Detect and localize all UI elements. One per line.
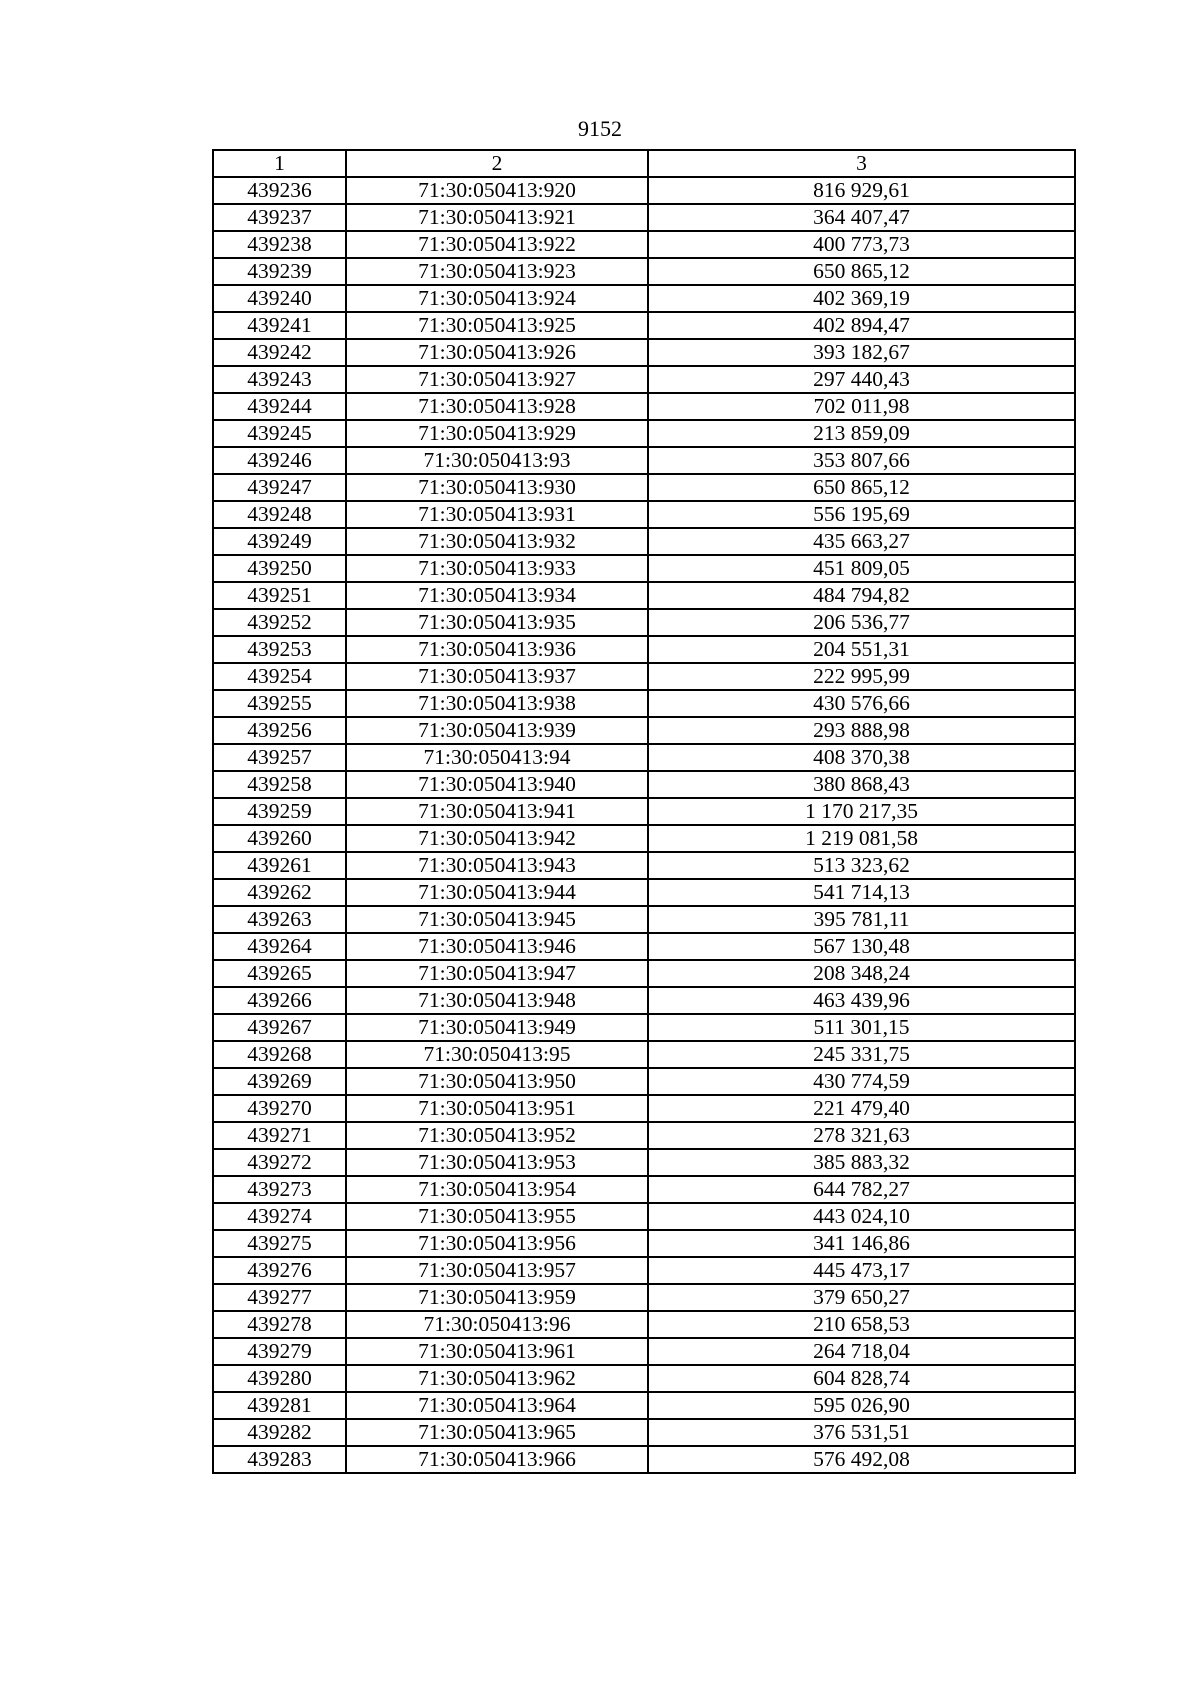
value-cell: 556 195,69 xyxy=(648,501,1075,528)
row-number-cell: 439237 xyxy=(213,204,346,231)
value-cell: 463 439,96 xyxy=(648,987,1075,1014)
value-cell: 650 865,12 xyxy=(648,258,1075,285)
table-row xyxy=(213,933,1075,960)
cadastral-number-cell: 71:30:050413:931 xyxy=(346,501,648,528)
row-number-cell: 439280 xyxy=(213,1365,346,1392)
row-number-cell: 439277 xyxy=(213,1284,346,1311)
header-cell-col1: 1 xyxy=(213,150,346,177)
header-cell-col3: 3 xyxy=(648,150,1075,177)
table-row xyxy=(213,258,1075,285)
row-number-cell: 439243 xyxy=(213,366,346,393)
table-row xyxy=(213,1230,1075,1257)
row-number-cell: 439273 xyxy=(213,1176,346,1203)
row-number-cell: 439251 xyxy=(213,582,346,609)
row-number-cell: 439276 xyxy=(213,1257,346,1284)
table-row xyxy=(213,447,1075,474)
value-cell: 541 714,13 xyxy=(648,879,1075,906)
value-cell: 206 536,77 xyxy=(648,609,1075,636)
table-row xyxy=(213,1068,1075,1095)
value-cell: 451 809,05 xyxy=(648,555,1075,582)
value-cell: 595 026,90 xyxy=(648,1392,1075,1419)
cadastral-number-cell: 71:30:050413:954 xyxy=(346,1176,648,1203)
cadastral-number-cell: 71:30:050413:925 xyxy=(346,312,648,339)
value-cell: 380 868,43 xyxy=(648,771,1075,798)
value-cell: 430 774,59 xyxy=(648,1068,1075,1095)
cadastral-number-cell: 71:30:050413:934 xyxy=(346,582,648,609)
table-row xyxy=(213,987,1075,1014)
value-cell: 650 865,12 xyxy=(648,474,1075,501)
table-row xyxy=(213,366,1075,393)
cadastral-number-cell: 71:30:050413:924 xyxy=(346,285,648,312)
table-row xyxy=(213,825,1075,852)
table-row xyxy=(213,1446,1075,1473)
table-row xyxy=(213,1311,1075,1338)
value-cell: 445 473,17 xyxy=(648,1257,1075,1284)
table-row xyxy=(213,393,1075,420)
table-row xyxy=(213,879,1075,906)
value-cell: 511 301,15 xyxy=(648,1014,1075,1041)
table-row xyxy=(213,1095,1075,1122)
cadastral-number-cell: 71:30:050413:94 xyxy=(346,744,648,771)
cadastral-number-cell: 71:30:050413:96 xyxy=(346,1311,648,1338)
row-number-cell: 439267 xyxy=(213,1014,346,1041)
row-number-cell: 439269 xyxy=(213,1068,346,1095)
table-row xyxy=(213,1419,1075,1446)
table-row xyxy=(213,582,1075,609)
cadastral-number-cell: 71:30:050413:928 xyxy=(346,393,648,420)
value-cell: 278 321,63 xyxy=(648,1122,1075,1149)
value-cell: 402 894,47 xyxy=(648,312,1075,339)
table-row xyxy=(213,1149,1075,1176)
row-number-cell: 439236 xyxy=(213,177,346,204)
row-number-cell: 439250 xyxy=(213,555,346,582)
row-number-cell: 439241 xyxy=(213,312,346,339)
table-row xyxy=(213,744,1075,771)
cadastral-number-cell: 71:30:050413:956 xyxy=(346,1230,648,1257)
value-cell: 484 794,82 xyxy=(648,582,1075,609)
table-row xyxy=(213,501,1075,528)
value-cell: 393 182,67 xyxy=(648,339,1075,366)
data-table xyxy=(212,149,1076,1474)
cadastral-number-cell: 71:30:050413:946 xyxy=(346,933,648,960)
value-cell: 395 781,11 xyxy=(648,906,1075,933)
value-cell: 364 407,47 xyxy=(648,204,1075,231)
row-number-cell: 439278 xyxy=(213,1311,346,1338)
table-row xyxy=(213,285,1075,312)
cadastral-number-cell: 71:30:050413:950 xyxy=(346,1068,648,1095)
table-row xyxy=(213,1284,1075,1311)
cadastral-number-cell: 71:30:050413:965 xyxy=(346,1419,648,1446)
cadastral-number-cell: 71:30:050413:941 xyxy=(346,798,648,825)
row-number-cell: 439240 xyxy=(213,285,346,312)
header-cell-col2: 2 xyxy=(346,150,648,177)
cadastral-number-cell: 71:30:050413:961 xyxy=(346,1338,648,1365)
value-cell: 208 348,24 xyxy=(648,960,1075,987)
table-row xyxy=(213,1176,1075,1203)
cadastral-number-cell: 71:30:050413:949 xyxy=(346,1014,648,1041)
table-row xyxy=(213,555,1075,582)
cadastral-number-cell: 71:30:050413:923 xyxy=(346,258,648,285)
value-cell: 1 219 081,58 xyxy=(648,825,1075,852)
table-row xyxy=(213,663,1075,690)
value-cell: 213 859,09 xyxy=(648,420,1075,447)
cadastral-number-cell: 71:30:050413:930 xyxy=(346,474,648,501)
row-number-cell: 439274 xyxy=(213,1203,346,1230)
cadastral-number-cell: 71:30:050413:957 xyxy=(346,1257,648,1284)
row-number-cell: 439249 xyxy=(213,528,346,555)
cadastral-number-cell: 71:30:050413:955 xyxy=(346,1203,648,1230)
cadastral-number-cell: 71:30:050413:929 xyxy=(346,420,648,447)
cadastral-number-cell: 71:30:050413:933 xyxy=(346,555,648,582)
cadastral-number-cell: 71:30:050413:939 xyxy=(346,717,648,744)
row-number-cell: 439275 xyxy=(213,1230,346,1257)
row-number-cell: 439261 xyxy=(213,852,346,879)
table-row xyxy=(213,339,1075,366)
value-cell: 408 370,38 xyxy=(648,744,1075,771)
table-row xyxy=(213,1392,1075,1419)
header-row xyxy=(213,150,1075,177)
row-number-cell: 439259 xyxy=(213,798,346,825)
row-number-cell: 439265 xyxy=(213,960,346,987)
cadastral-number-cell: 71:30:050413:926 xyxy=(346,339,648,366)
cadastral-number-cell: 71:30:050413:945 xyxy=(346,906,648,933)
row-number-cell: 439242 xyxy=(213,339,346,366)
row-number-cell: 439260 xyxy=(213,825,346,852)
table-row xyxy=(213,690,1075,717)
table-row xyxy=(213,609,1075,636)
table-row xyxy=(213,1014,1075,1041)
cadastral-number-cell: 71:30:050413:937 xyxy=(346,663,648,690)
value-cell: 353 807,66 xyxy=(648,447,1075,474)
value-cell: 402 369,19 xyxy=(648,285,1075,312)
row-number-cell: 439245 xyxy=(213,420,346,447)
cadastral-number-cell: 71:30:050413:936 xyxy=(346,636,648,663)
row-number-cell: 439272 xyxy=(213,1149,346,1176)
cadastral-number-cell: 71:30:050413:943 xyxy=(346,852,648,879)
value-cell: 245 331,75 xyxy=(648,1041,1075,1068)
row-number-cell: 439283 xyxy=(213,1446,346,1473)
cadastral-number-cell: 71:30:050413:935 xyxy=(346,609,648,636)
row-number-cell: 439248 xyxy=(213,501,346,528)
table-row xyxy=(213,771,1075,798)
row-number-cell: 439271 xyxy=(213,1122,346,1149)
table-row xyxy=(213,420,1075,447)
cadastral-number-cell: 71:30:050413:966 xyxy=(346,1446,648,1473)
table-row xyxy=(213,1041,1075,1068)
cadastral-number-cell: 71:30:050413:942 xyxy=(346,825,648,852)
row-number-cell: 439270 xyxy=(213,1095,346,1122)
table-row xyxy=(213,906,1075,933)
table-row xyxy=(213,1338,1075,1365)
table-row xyxy=(213,798,1075,825)
cadastral-number-cell: 71:30:050413:951 xyxy=(346,1095,648,1122)
cadastral-number-cell: 71:30:050413:93 xyxy=(346,447,648,474)
cadastral-number-cell: 71:30:050413:932 xyxy=(346,528,648,555)
value-cell: 264 718,04 xyxy=(648,1338,1075,1365)
row-number-cell: 439281 xyxy=(213,1392,346,1419)
value-cell: 435 663,27 xyxy=(648,528,1075,555)
row-number-cell: 439282 xyxy=(213,1419,346,1446)
row-number-cell: 439263 xyxy=(213,906,346,933)
row-number-cell: 439254 xyxy=(213,663,346,690)
row-number-cell: 439268 xyxy=(213,1041,346,1068)
cadastral-number-cell: 71:30:050413:962 xyxy=(346,1365,648,1392)
table-row xyxy=(213,474,1075,501)
row-number-cell: 439279 xyxy=(213,1338,346,1365)
value-cell: 816 929,61 xyxy=(648,177,1075,204)
value-cell: 513 323,62 xyxy=(648,852,1075,879)
row-number-cell: 439252 xyxy=(213,609,346,636)
table-row xyxy=(213,960,1075,987)
table-row xyxy=(213,852,1075,879)
table-row xyxy=(213,312,1075,339)
value-cell: 297 440,43 xyxy=(648,366,1075,393)
value-cell: 567 130,48 xyxy=(648,933,1075,960)
cadastral-number-cell: 71:30:050413:921 xyxy=(346,204,648,231)
row-number-cell: 439257 xyxy=(213,744,346,771)
row-number-cell: 439244 xyxy=(213,393,346,420)
table-row xyxy=(213,1365,1075,1392)
table-row xyxy=(213,204,1075,231)
cadastral-number-cell: 71:30:050413:95 xyxy=(346,1041,648,1068)
value-cell: 443 024,10 xyxy=(648,1203,1075,1230)
cadastral-number-cell: 71:30:050413:938 xyxy=(346,690,648,717)
table-body xyxy=(213,177,1075,1473)
cadastral-number-cell: 71:30:050413:927 xyxy=(346,366,648,393)
table-row xyxy=(213,528,1075,555)
row-number-cell: 439246 xyxy=(213,447,346,474)
value-cell: 702 011,98 xyxy=(648,393,1075,420)
value-cell: 430 576,66 xyxy=(648,690,1075,717)
row-number-cell: 439256 xyxy=(213,717,346,744)
table-row xyxy=(213,1203,1075,1230)
table-row xyxy=(213,636,1075,663)
table-row xyxy=(213,717,1075,744)
row-number-cell: 439239 xyxy=(213,258,346,285)
value-cell: 400 773,73 xyxy=(648,231,1075,258)
table-row xyxy=(213,1122,1075,1149)
table-row xyxy=(213,231,1075,258)
table-row xyxy=(213,1257,1075,1284)
value-cell: 385 883,32 xyxy=(648,1149,1075,1176)
value-cell: 604 828,74 xyxy=(648,1365,1075,1392)
value-cell: 221 479,40 xyxy=(648,1095,1075,1122)
cadastral-number-cell: 71:30:050413:940 xyxy=(346,771,648,798)
cadastral-number-cell: 71:30:050413:964 xyxy=(346,1392,648,1419)
value-cell: 204 551,31 xyxy=(648,636,1075,663)
row-number-cell: 439238 xyxy=(213,231,346,258)
cadastral-number-cell: 71:30:050413:944 xyxy=(346,879,648,906)
value-cell: 293 888,98 xyxy=(648,717,1075,744)
row-number-cell: 439266 xyxy=(213,987,346,1014)
row-number-cell: 439264 xyxy=(213,933,346,960)
row-number-cell: 439253 xyxy=(213,636,346,663)
value-cell: 376 531,51 xyxy=(648,1419,1075,1446)
value-cell: 222 995,99 xyxy=(648,663,1075,690)
page-number: 9152 xyxy=(578,116,622,141)
table-row xyxy=(213,177,1075,204)
cadastral-number-cell: 71:30:050413:952 xyxy=(346,1122,648,1149)
value-cell: 644 782,27 xyxy=(648,1176,1075,1203)
value-cell: 576 492,08 xyxy=(648,1446,1075,1473)
value-cell: 210 658,53 xyxy=(648,1311,1075,1338)
value-cell: 1 170 217,35 xyxy=(648,798,1075,825)
row-number-cell: 439262 xyxy=(213,879,346,906)
row-number-cell: 439255 xyxy=(213,690,346,717)
table-header xyxy=(213,150,1075,177)
cadastral-number-cell: 71:30:050413:922 xyxy=(346,231,648,258)
cadastral-number-cell: 71:30:050413:959 xyxy=(346,1284,648,1311)
cadastral-number-cell: 71:30:050413:920 xyxy=(346,177,648,204)
cadastral-number-cell: 71:30:050413:948 xyxy=(346,987,648,1014)
row-number-cell: 439258 xyxy=(213,771,346,798)
cadastral-number-cell: 71:30:050413:953 xyxy=(346,1149,648,1176)
value-cell: 379 650,27 xyxy=(648,1284,1075,1311)
row-number-cell: 439247 xyxy=(213,474,346,501)
cadastral-number-cell: 71:30:050413:947 xyxy=(346,960,648,987)
value-cell: 341 146,86 xyxy=(648,1230,1075,1257)
